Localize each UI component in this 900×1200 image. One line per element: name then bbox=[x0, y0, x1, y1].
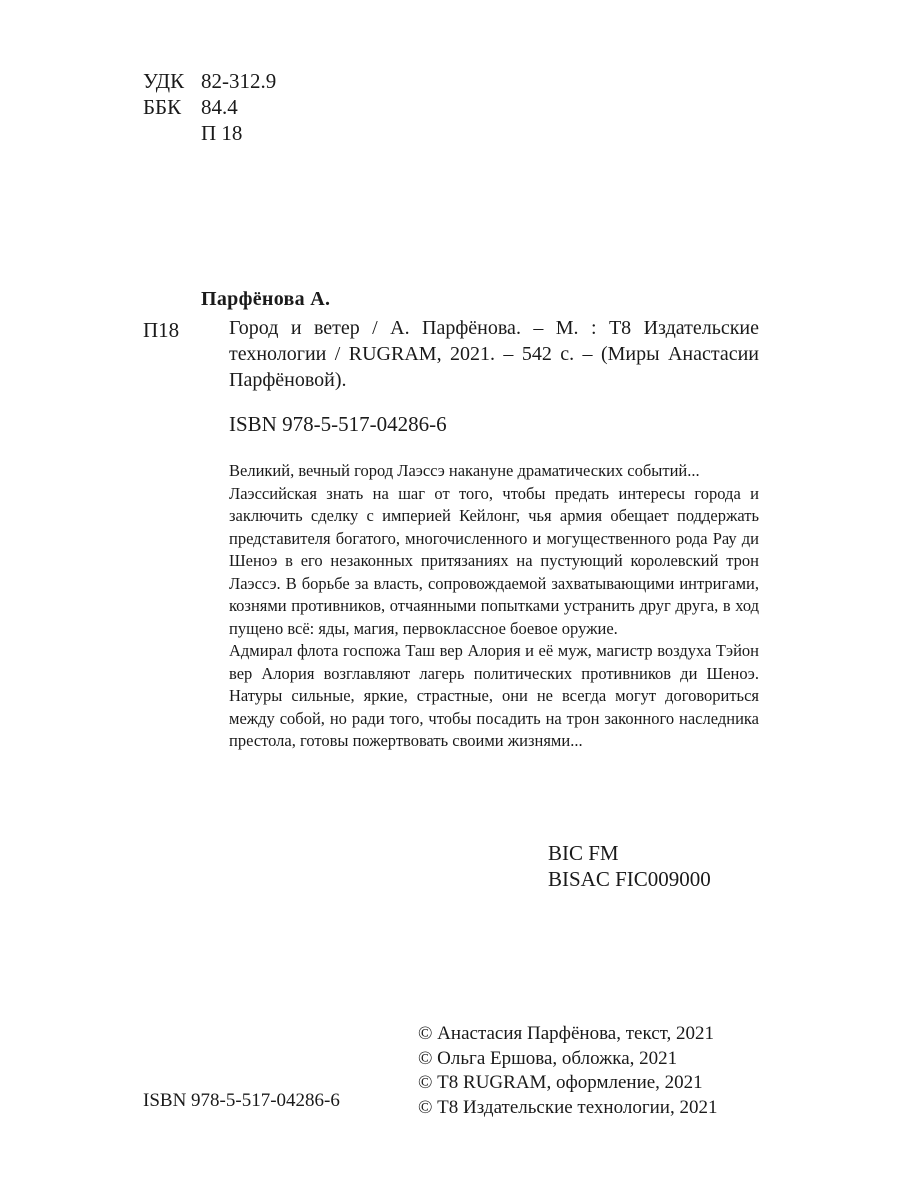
author-heading: Парфёнова А. bbox=[201, 288, 331, 310]
annotation bbox=[229, 460, 759, 753]
author-code-top: П 18 bbox=[201, 121, 243, 145]
bbk-label: ББК bbox=[143, 95, 182, 119]
bbk-value: 84.4 bbox=[201, 95, 238, 119]
udk-value: 82-312.9 bbox=[201, 69, 277, 93]
copyright-line: © Ольга Ершова, обложка, 2021 bbox=[418, 1047, 678, 1069]
bisac-code: BISAC FIC009000 bbox=[548, 867, 711, 891]
bic-code: BIC FM bbox=[548, 841, 619, 865]
annotation-paragraph: Адмирал флота госпожа Таш вер Алория и её муж, магистр воздуха Тэйон вер Алория возглавляют лагерь политических противников ди Шеноэ. Натуры сильные, яркие, страстные, они не всегда могут договориться между собой, но ради того, чтобы посадить на трон законного наследника престола, готовы пожертвовать своими жизнями... bbox=[229, 641, 759, 750]
author-code: П18 bbox=[143, 318, 180, 342]
copyright-line: © Т8 Издательские технологии, 2021 bbox=[418, 1096, 718, 1118]
bibliographic-description: Город и ветер / А. Парфёнова. – М. : Т8 Издательские технологии / RUGRAM, 2021. – 542 с. – (Миры Анастасии Парфёновой). bbox=[229, 317, 759, 391]
isbn-bottom: ISBN 978-5-517-04286-6 bbox=[143, 1090, 340, 1111]
annotation-paragraph: Лаэссийская знать на шаг от того, чтобы предать интересы города и заключить сделку с империей Кейлонг, чья армия обещает поддержать представителя богатого, многочисленного и могущественного рода Рау ди Шеноэ в его незаконных притязаниях на пустующий королевский трон Лаэссэ. В борьбе за власть, сопровождаемой захватывающими интригами, кознями противников, отчаянными попытками устранить друг друга, в ход пущено всё: яды, магия, первоклассное боевое оружие. bbox=[229, 483, 759, 638]
copyright-list bbox=[418, 1022, 717, 1120]
isbn-main: ISBN 978-5-517-04286-6 bbox=[229, 412, 447, 436]
copyright-line: © Анастасия Парфёнова, текст, 2021 bbox=[418, 1023, 715, 1044]
annotation-paragraph: Великий, вечный город Лаэссэ накануне драматических событий... bbox=[229, 461, 700, 480]
udk-label: УДК bbox=[143, 69, 185, 93]
copyright-line: © Т8 RUGRAM, оформление, 2021 bbox=[418, 1072, 703, 1093]
